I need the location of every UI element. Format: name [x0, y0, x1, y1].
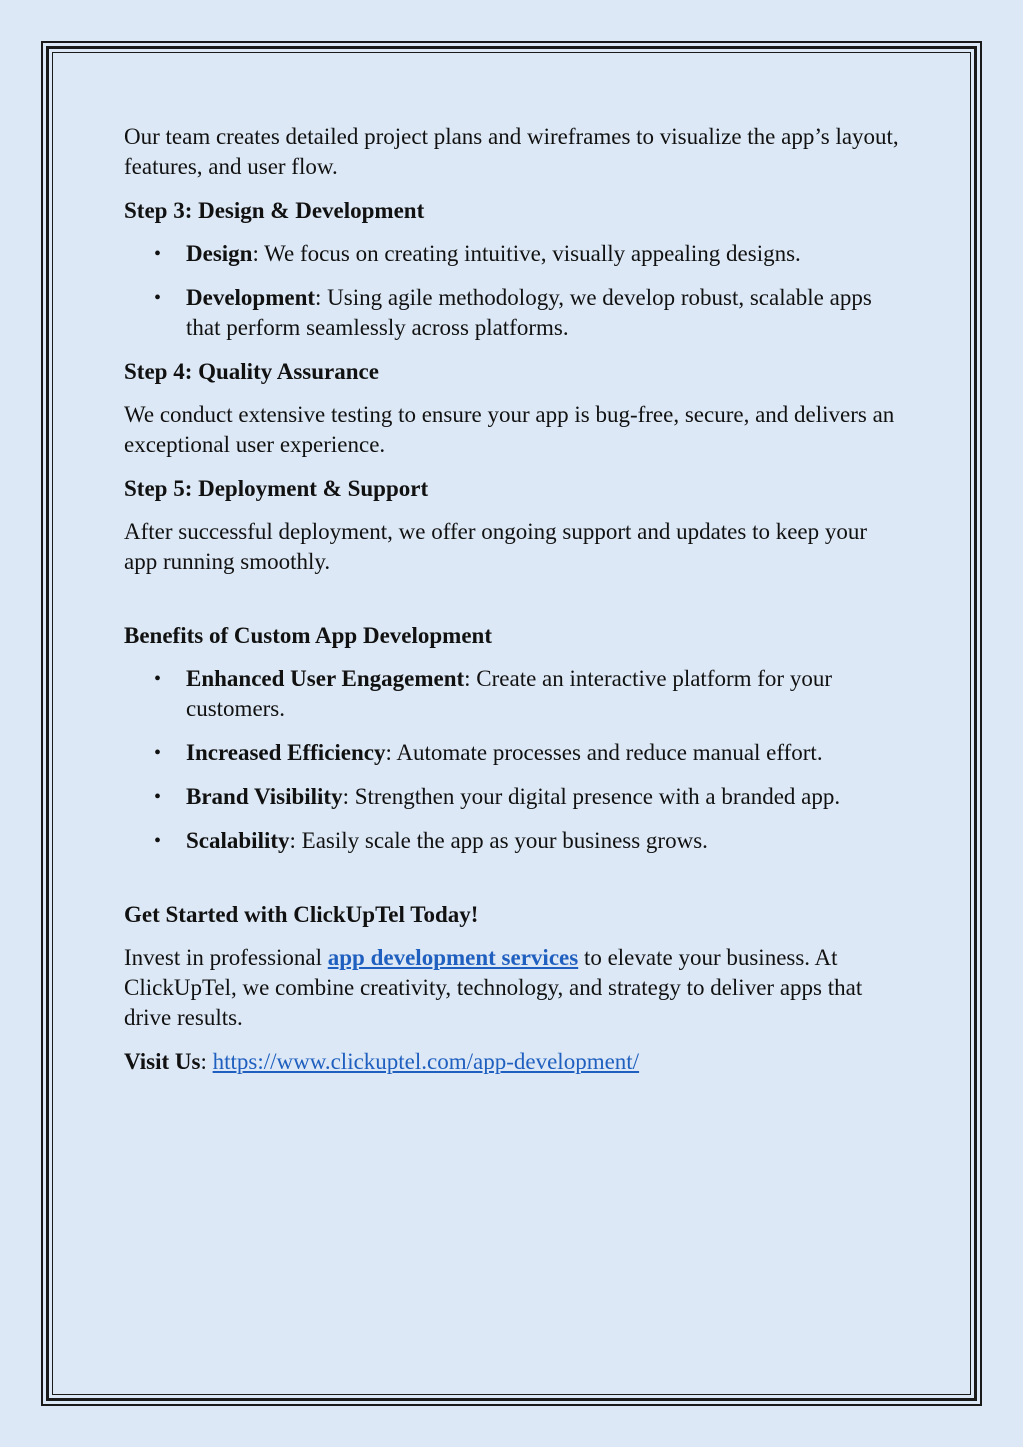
bullet-icon: •	[154, 786, 162, 808]
list-item-visibility	[124, 782, 904, 812]
cta-text-after: to elevate your business. At ClickUpTel, we combine creativity, technology, and strategy to deliver apps that drive results.	[124, 945, 863, 1030]
bullet-icon: •	[154, 668, 162, 690]
app-development-services-link[interactable]: app development services	[327, 945, 579, 970]
benefits-heading: Benefits of Custom App Development	[124, 623, 492, 648]
step5-paragraph: After successful deployment, we offer ongoing support and updates to keep your app running smoothly.	[124, 519, 868, 574]
cta-heading: Get Started with ClickUpTel Today!	[124, 902, 479, 927]
visit-us-label: Visit Us	[124, 1049, 201, 1074]
bullet-icon: •	[154, 830, 162, 852]
step5-heading: Step 5: Deployment & Support	[124, 476, 429, 501]
list-item-term: Development	[186, 285, 316, 310]
list-item-term: Brand Visibility	[186, 784, 343, 809]
list-item-efficiency	[124, 738, 904, 768]
intro-paragraph: Our team creates detailed project plans and wireframes to visualize the app’s layout, features, and user flow.	[124, 124, 899, 179]
visit-us-separator: :	[200, 1049, 213, 1074]
step4-paragraph: We conduct extensive testing to ensure your app is bug-free, secure, and delivers an exceptional user experience.	[124, 402, 895, 457]
list-item-term: Enhanced User Engagement	[186, 666, 465, 691]
list-item-design	[124, 239, 904, 269]
cta-paragraph	[124, 943, 904, 1033]
list-item-term: Design	[186, 241, 253, 266]
list-item-desc: : We focus on creating intuitive, visually appealing designs.	[252, 241, 801, 266]
bullet-icon: •	[154, 287, 162, 309]
list-item-term: Scalability	[186, 828, 290, 853]
list-item-engagement	[124, 664, 904, 724]
cta-text-before: Invest in professional	[124, 945, 328, 970]
step3-list	[124, 239, 904, 343]
list-item-term: Increased Efficiency	[186, 740, 386, 765]
list-item-desc: : Strengthen your digital presence with a branded app.	[342, 784, 841, 809]
visit-us-url-link[interactable]: https://www.clickuptel.com/app-development/	[212, 1049, 640, 1074]
list-item-desc: : Using agile methodology, we develop robust, scalable apps that perform seamlessly across platforms.	[186, 285, 872, 340]
list-item-development	[124, 283, 904, 343]
list-item-desc: : Create an interactive platform for your customers.	[186, 666, 832, 721]
list-item-scalability	[124, 826, 904, 856]
visit-us-line	[124, 1047, 904, 1077]
step3-heading: Step 3: Design & Development	[124, 198, 425, 223]
bullet-icon: •	[154, 243, 162, 265]
benefits-list	[124, 664, 904, 856]
bullet-icon: •	[154, 742, 162, 764]
list-item-desc: : Easily scale the app as your business grows.	[289, 828, 708, 853]
document-body	[124, 122, 904, 1091]
step4-heading: Step 4: Quality Assurance	[124, 359, 379, 384]
list-item-desc: : Automate processes and reduce manual effort.	[385, 740, 823, 765]
